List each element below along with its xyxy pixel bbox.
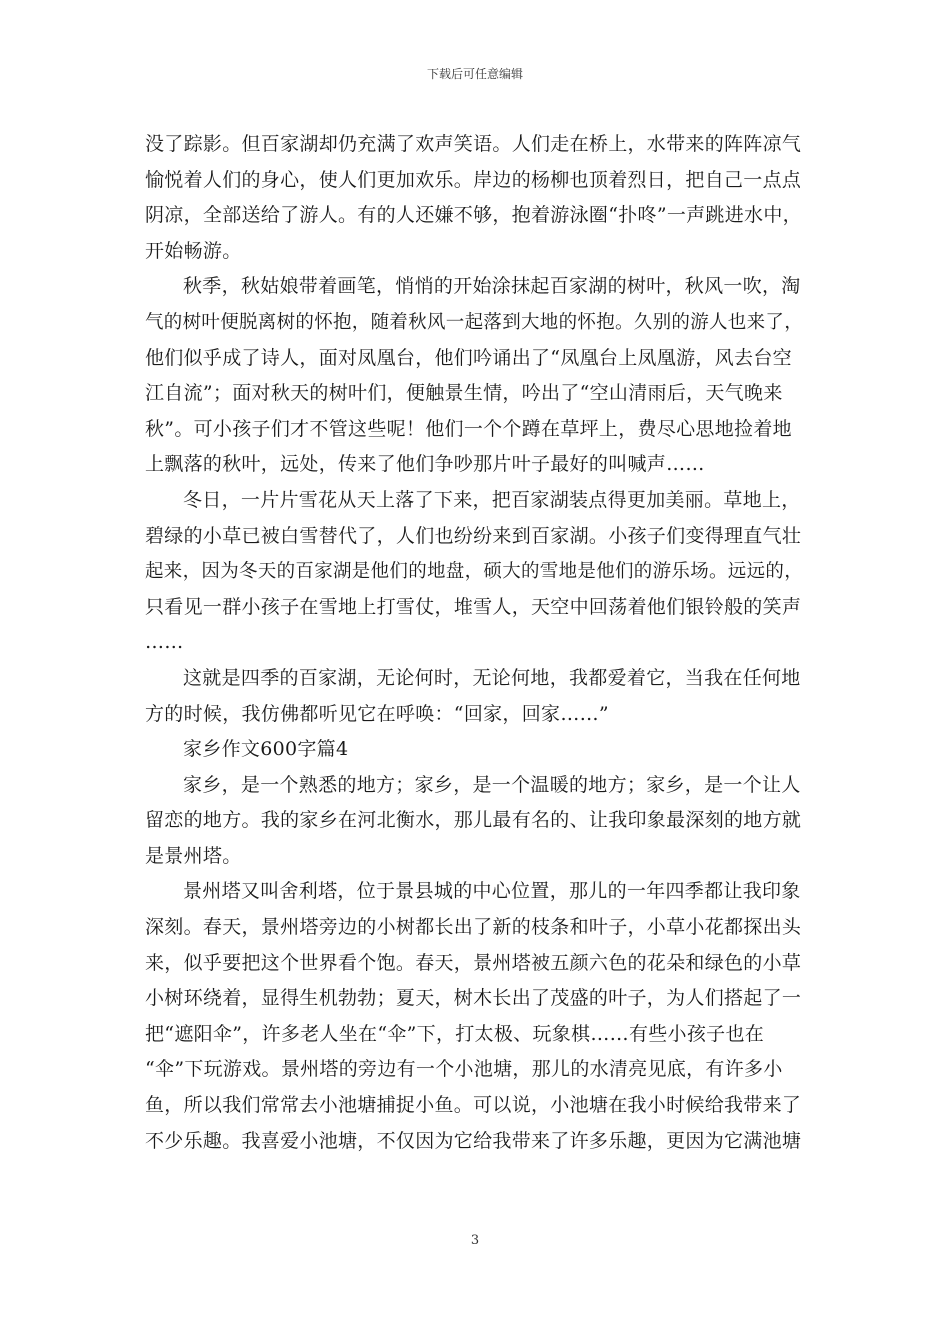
text-line: 家乡，是一个熟悉的地方；家乡，是一个温暖的地方；家乡，是一个让人 xyxy=(183,773,801,796)
text-line: 不少乐趣。我喜爱小池塘，不仅因为它给我带来了许多乐趣，更因为它满池塘 xyxy=(145,1129,802,1152)
text-line: 秋季，秋姑娘带着画笔，悄悄的开始涂抹起百家湖的树叶，秋风一吹，淘 xyxy=(183,275,801,298)
paragraph-conclusion xyxy=(145,661,815,732)
text-line: 阴凉，全部送给了游人。有的人还嫌不够，抱着游泳圈“扑咚”一声跳进水中， xyxy=(145,204,802,227)
paragraph-autumn xyxy=(145,269,815,483)
text-line: “伞”下玩游戏。景州塔的旁边有一个小池塘，那儿的水清亮见底，有许多小 xyxy=(145,1058,783,1081)
text-line: 把“遮阳伞”，许多老人坐在“伞”下，打太极、玩象棋……有些小孩子也在 xyxy=(145,1022,765,1045)
text-line: 是景州塔。 xyxy=(145,844,242,867)
text-line: 江自流”；面对秋天的树叶们，便触景生情，吟出了“空山清雨后，天气晚来 xyxy=(145,382,783,405)
text-line: 起来，因为冬天的百家湖是他们的地盘，硕大的雪地是他们的游乐场。远远的， xyxy=(145,561,804,583)
text-line: 上飘落的秋叶，远处，传来了他们争吵那片叶子最好的叫喊声…… xyxy=(145,453,705,476)
text-line: 只看见一群小孩子在雪地上打雪仗，堆雪人，天空中回荡着他们银铃般的笑声 xyxy=(145,595,802,618)
text-line: 气的树叶便脱离树的怀抱，随着秋风一起落到大地的怀抱。久别的游人也来了， xyxy=(145,311,804,333)
text-line: 开始畅游。 xyxy=(145,239,242,262)
text-line: 家乡作文600字篇4 xyxy=(183,738,349,761)
text-line: 这就是四季的百家湖，无论何时，无论何地，我都爱着它，当我在任何地 xyxy=(183,666,801,689)
document-body xyxy=(145,127,815,1159)
text-line: 碧绿的小草已被白雪替代了，人们也纷纷来到百家湖。小孩子们变得理直气壮 xyxy=(145,524,802,547)
text-line: 来，似乎要把这个世界看个饱。春天，景州塔被五颜六色的花朵和绿色的小草 xyxy=(145,951,802,974)
page-number: 3 xyxy=(470,1233,480,1248)
paragraph-winter xyxy=(145,483,815,661)
paragraph-summer-end xyxy=(145,127,815,269)
text-line: 景州塔又叫舍利塔，位于景县城的中心位置，那儿的一年四季都让我印象 xyxy=(183,880,801,903)
text-line: 秋”。可小孩子们才不管这些呢！他们一个个蹲在草坪上，费尽心思地捡着地 xyxy=(145,417,792,440)
text-line: …… xyxy=(145,631,184,654)
text-line: 冬日，一片片雪花从天上落了下来，把百家湖装点得更加美丽。草地上， xyxy=(183,488,801,511)
text-line: 方的时候，我仿佛都听见它在呼唤：“回家，回家……” xyxy=(145,702,609,725)
page-header: 下载后可任意编辑 xyxy=(426,67,523,81)
paragraph-hometown-intro xyxy=(145,768,815,875)
text-line: 深刻。春天，景州塔旁边的小树都长出了新的枝条和叶子，小草小花都探出头 xyxy=(145,916,802,939)
text-line: 小树环绕着，显得生机勃勃；夏天，树木长出了茂盛的叶子，为人们搭起了一 xyxy=(145,987,802,1010)
text-line: 没了踪影。但百家湖却仍充满了欢声笑语。人们走在桥上，水带来的阵阵凉气 xyxy=(145,133,802,155)
text-line: 愉悦着人们的身心，使人们更加欢乐。岸边的杨柳也顶着烈日，把自己一点点 xyxy=(145,168,802,191)
section-heading xyxy=(145,732,815,768)
text-line: 他们似乎成了诗人，面对凤凰台，他们吟诵出了“凤凰台上凤凰游，风去台空 xyxy=(145,346,792,369)
paragraph-jingzhou-tower xyxy=(145,874,815,1159)
text-line: 留恋的地方。我的家乡在河北衡水，那儿最有名的、让我印象最深刻的地方就 xyxy=(145,809,802,832)
text-line: 鱼，所以我们常常去小池塘捕捉小鱼。可以说，小池塘在我小时候给我带来了 xyxy=(145,1094,802,1117)
